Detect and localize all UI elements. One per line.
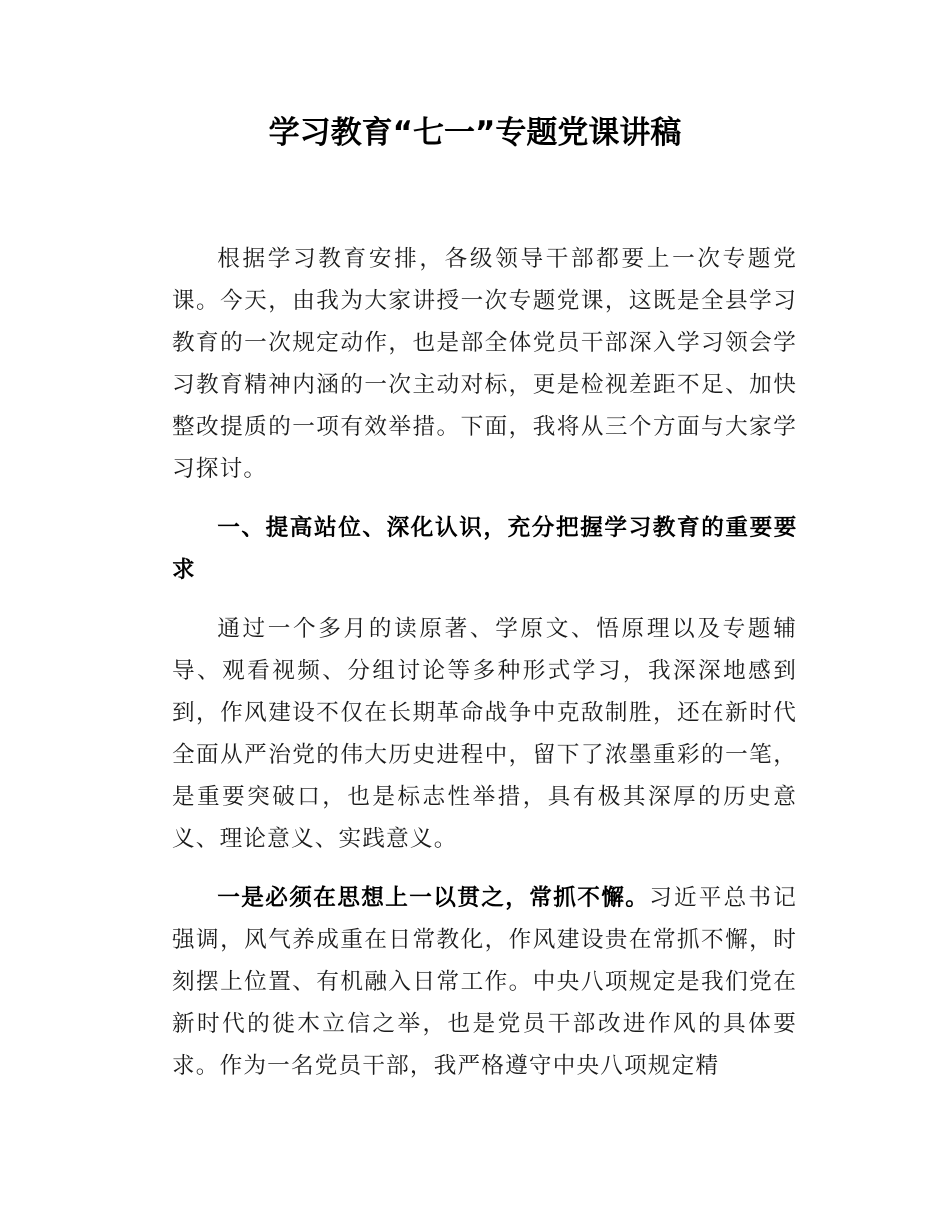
- section-1-paragraph: 通过一个多月的读原著、学原文、悟原理以及专题辅导、观看视频、分组讨论等多种形式学习，我深深地感到到，作风建设不仅在长期革命战争中克敌制胜，还在新时代全面从严治党的伟大历史进程中，留下了浓墨重彩的一笔，是重要突破口，也是标志性举措，具有极其深厚的历史意义、理论意义、实践意义。: [172, 616, 797, 852]
- document-body: [172, 238, 797, 1104]
- section-heading-1: 一、提高站位、深化认识，充分把握学习教育的重要要求: [172, 515, 797, 583]
- document-title: 学习教育“七一”专题党课讲稿: [268, 115, 682, 151]
- point-1-lead: 一是必须在思想上一以贯之，常抓不懈。: [217, 885, 650, 911]
- intro-paragraph: 根据学习教育安排，各级领导干部都要上一次专题党课。今天，由我为大家讲授一次专题党课，这既是全县学习教育的一次规定动作，也是部全体党员干部深入学习领会学习教育精神内涵的一次主动对标，更是检视差距不足、加快整改提质的一项有效举措。下面，我将从三个方面与大家学习探讨。: [172, 246, 797, 482]
- point-1-text: 习近平总书记强调，风气养成重在日常教化，作风建设贵在常抓不懈，时刻摆上位置、有机融入日常工作。中央八项规定是我们党在新时代的徙木立信之举，也是党员干部改进作风的具体要求。作为一名党员干部，我严格遵守中央八项规定精: [172, 885, 797, 1079]
- point-1-paragraph: [172, 877, 797, 1087]
